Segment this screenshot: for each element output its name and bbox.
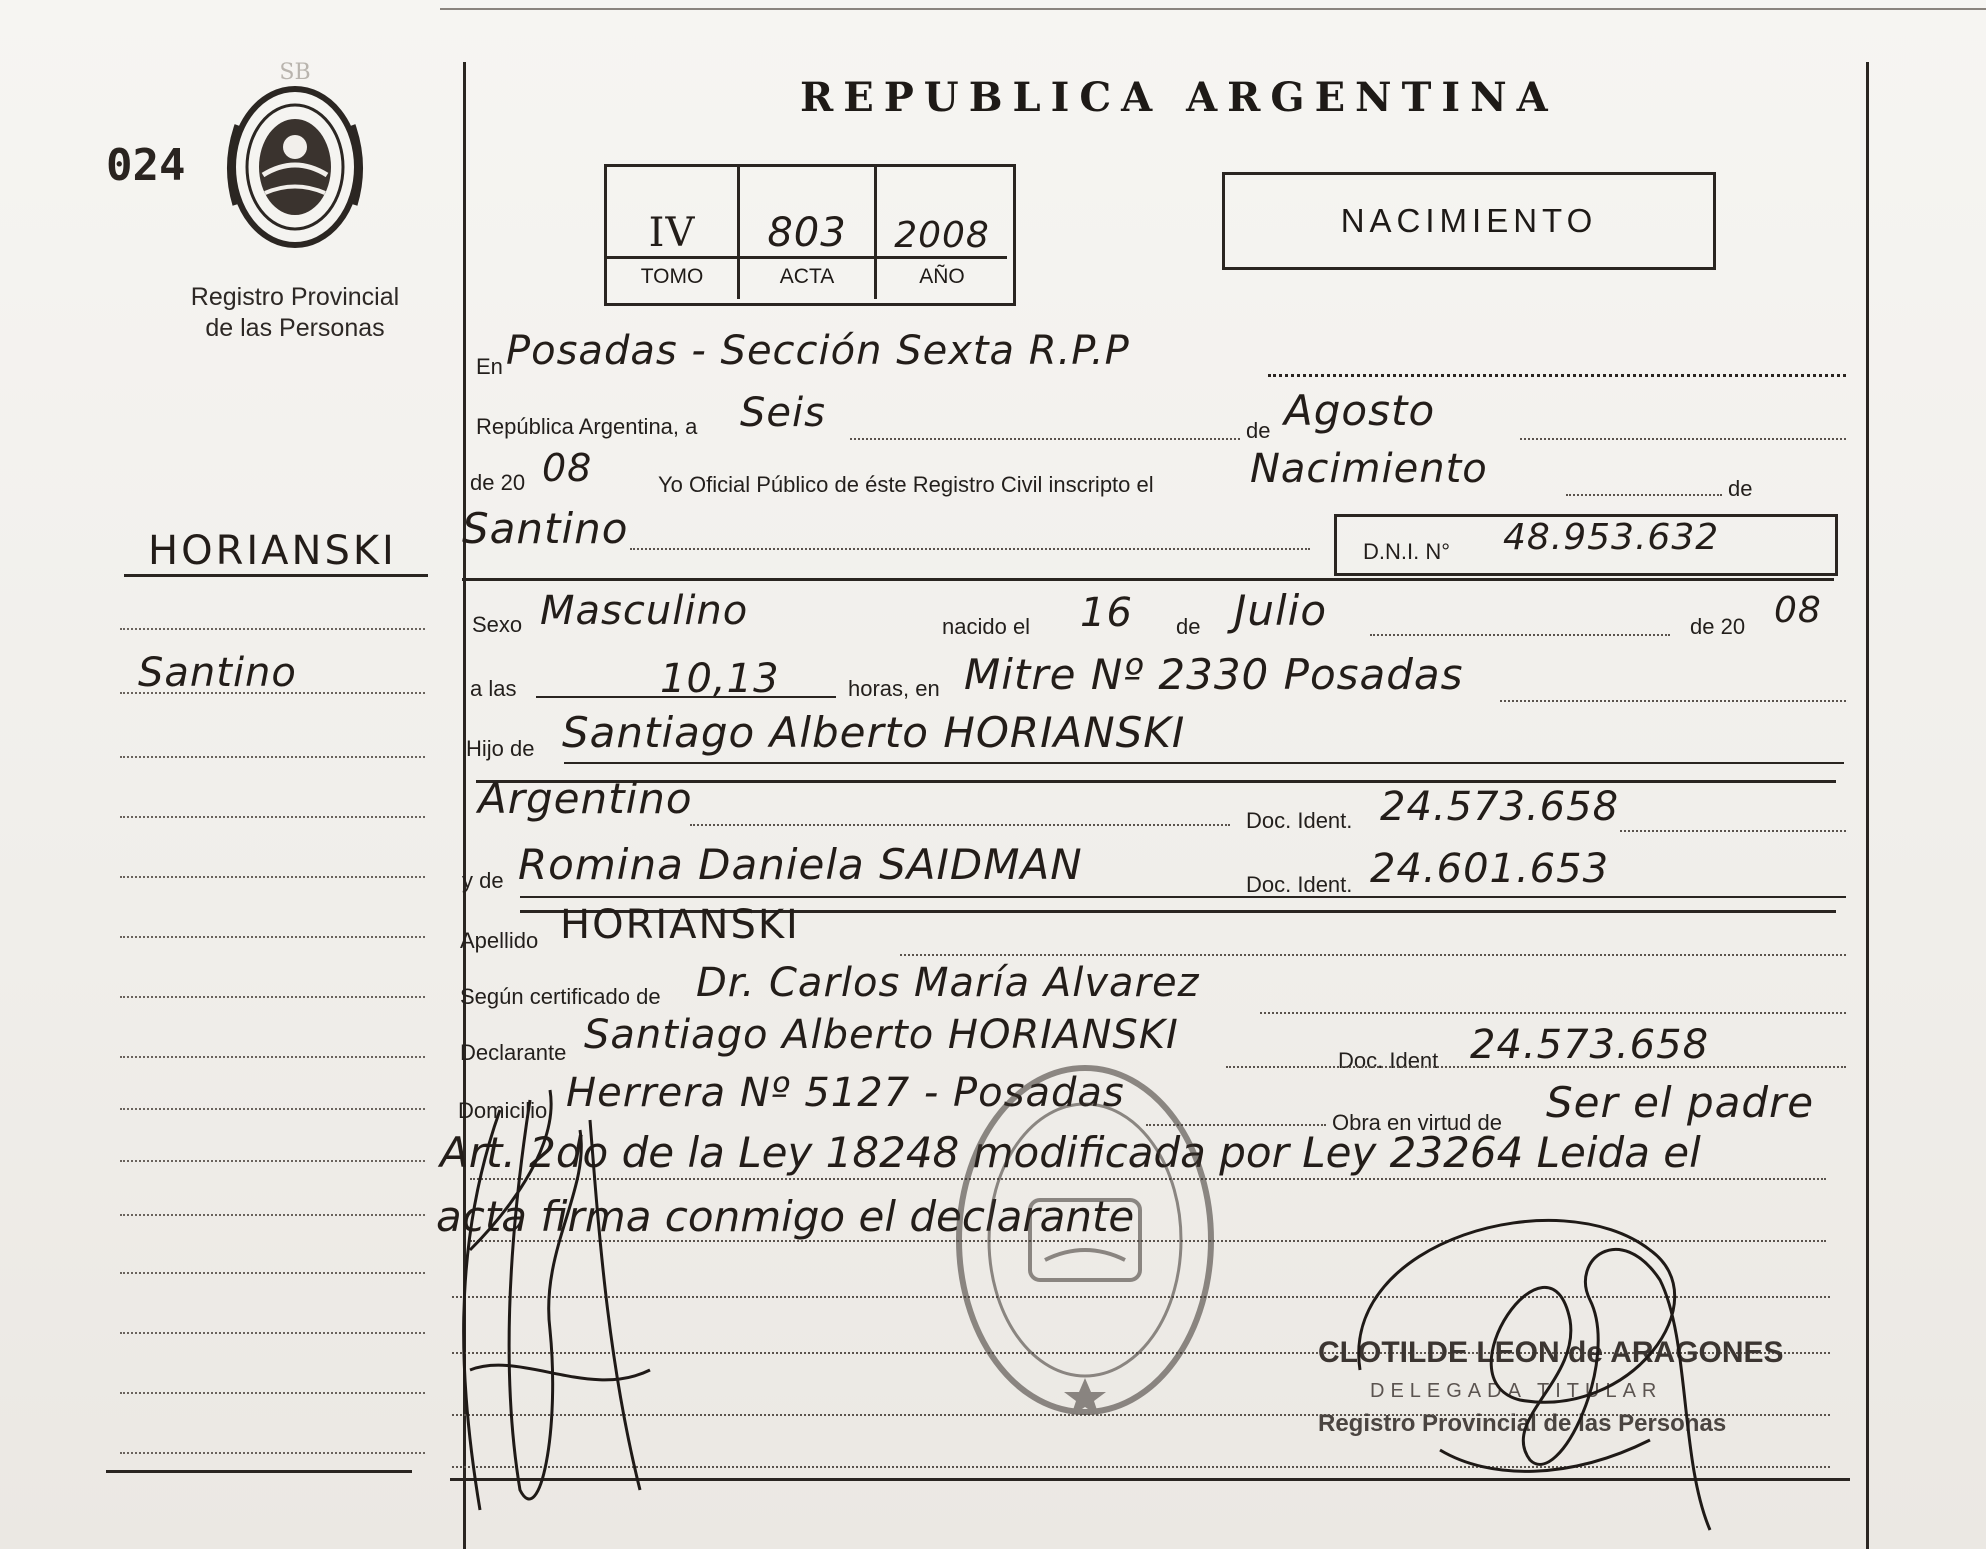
republic-label: República Argentina, a bbox=[476, 414, 698, 439]
right-border bbox=[1866, 62, 1869, 1549]
dni-label: D.N.I. N° bbox=[1363, 539, 1451, 564]
day-value: Seis bbox=[740, 390, 826, 436]
doc2-label: Doc. Ident. bbox=[1246, 872, 1353, 897]
year-value: 08 bbox=[542, 446, 593, 490]
stub-line bbox=[120, 1272, 425, 1274]
stub-bottom-rule bbox=[106, 1470, 412, 1473]
father-doc-value: 24.573.658 bbox=[1380, 784, 1620, 830]
provincial-seal-icon bbox=[215, 55, 375, 255]
obra-label: Obra en virtud de bbox=[1332, 1110, 1502, 1135]
registry-name-line2: de las Personas bbox=[205, 314, 385, 342]
dni-value: 48.953.632 bbox=[1503, 517, 1720, 558]
registry-name bbox=[160, 282, 430, 344]
tomo-value: IV bbox=[648, 210, 696, 256]
registry-name-line1: Registro Provincial bbox=[190, 283, 400, 311]
apellido-dots bbox=[900, 954, 1846, 956]
obra-value: Ser el padre bbox=[1546, 1078, 1815, 1127]
official-org: Registro Provincial de las Personas bbox=[1318, 1410, 1727, 1437]
child-name-dots bbox=[630, 548, 1310, 550]
tomo-label: TOMO bbox=[607, 259, 740, 299]
cert-value: Dr. Carlos María Alvarez bbox=[696, 960, 1200, 1006]
stub-surname-line bbox=[124, 574, 428, 577]
sexo-label: Sexo bbox=[472, 612, 523, 637]
stub-line bbox=[120, 1214, 425, 1216]
horas-label: horas, en bbox=[848, 676, 940, 701]
stub-line bbox=[120, 756, 425, 758]
declarant-signature-icon bbox=[440, 1070, 680, 1540]
de20-label: de 20 bbox=[1690, 614, 1746, 639]
sexo-value: Masculino bbox=[540, 588, 749, 634]
acta-label: ACTA bbox=[740, 259, 877, 299]
top-edge bbox=[440, 8, 1986, 10]
official-text: Yo Oficial Público de éste Registro Civil inscripto el bbox=[658, 472, 1154, 497]
act-dots bbox=[1566, 494, 1722, 496]
birth-time-value: 10,13 bbox=[660, 656, 780, 702]
stub-line bbox=[120, 1108, 425, 1110]
legal-line-1: Art. 2do de la Ley 18248 modificada por Ley 23264 Leida el bbox=[440, 1128, 1701, 1177]
record-number: 024 bbox=[106, 140, 186, 191]
mother-name-value: Romina Daniela SAIDMAN bbox=[518, 840, 1083, 889]
anio-value: 2008 bbox=[894, 215, 990, 256]
line-4-rule bbox=[462, 578, 1834, 581]
birth-month-value: Julio bbox=[1234, 586, 1328, 635]
doc1-label: Doc. Ident. bbox=[1246, 808, 1353, 833]
cert-dots bbox=[1260, 1012, 1846, 1014]
de2-label: de bbox=[1728, 476, 1753, 501]
de-label: de bbox=[1246, 418, 1271, 443]
nacido-label: nacido el bbox=[942, 614, 1031, 639]
official-title: DELEGADA TITULAR bbox=[1370, 1380, 1663, 1402]
declarante-value: Santiago Alberto HORIANSKI bbox=[584, 1012, 1179, 1058]
act-value: Nacimiento bbox=[1250, 446, 1488, 492]
place-value: Posadas - Sección Sexta R.P.P bbox=[506, 328, 1130, 374]
month-value: Agosto bbox=[1284, 386, 1436, 435]
father-name-value: Santiago Alberto HORIANSKI bbox=[562, 708, 1186, 757]
line-1-rule bbox=[1268, 374, 1846, 377]
anio-label: AÑO bbox=[919, 265, 965, 288]
birth-day-value: 16 bbox=[1080, 590, 1133, 636]
birth-month-dots bbox=[1370, 634, 1670, 636]
acta-value: 803 bbox=[767, 210, 847, 256]
stub-line bbox=[120, 1332, 425, 1334]
record-type-box bbox=[1222, 172, 1716, 270]
stub-line bbox=[120, 1392, 425, 1394]
apellido-label: Apellido bbox=[460, 928, 539, 953]
doc3-label: Doc. Ident bbox=[1338, 1048, 1439, 1073]
year-prefix-label: de 20 bbox=[470, 470, 526, 495]
mother-rule bbox=[520, 896, 1846, 898]
birth-year-value: 08 bbox=[1774, 590, 1822, 631]
official-name: CLOTILDE LEON de ARAGONES bbox=[1318, 1336, 1784, 1369]
child-name-value: Santino bbox=[462, 504, 629, 553]
father-doc-dots bbox=[1620, 830, 1846, 832]
domicilio-value: Herrera Nº 5127 - Posadas bbox=[566, 1070, 1125, 1116]
stub-line bbox=[120, 628, 425, 630]
cert-label: Según certificado de bbox=[460, 984, 661, 1009]
svg-text:SB: SB bbox=[279, 60, 311, 85]
dni-box bbox=[1334, 514, 1838, 576]
day-dots bbox=[850, 438, 1240, 440]
yde-label: y de bbox=[462, 868, 504, 893]
birth-place-value: Mitre Nº 2330 Posadas bbox=[964, 650, 1464, 699]
stub-line bbox=[120, 1056, 425, 1058]
declarante-label: Declarante bbox=[460, 1040, 567, 1065]
stub-line bbox=[120, 816, 425, 818]
stub-line bbox=[120, 936, 425, 938]
stub-line bbox=[120, 876, 425, 878]
apellido-value: HORIANSKI bbox=[560, 902, 800, 948]
father-name-rule bbox=[564, 762, 1844, 764]
stub-line bbox=[120, 996, 425, 998]
record-id-table bbox=[604, 164, 1016, 306]
de3-label: de bbox=[1176, 614, 1201, 639]
official-signature-icon bbox=[1320, 1160, 1740, 1540]
alas-label: a las bbox=[470, 676, 517, 701]
father-nationality-value: Argentino bbox=[478, 774, 693, 823]
declarante-dots bbox=[1226, 1066, 1846, 1068]
stub-given-name: Santino bbox=[138, 650, 297, 696]
declarante-doc-value: 24.573.658 bbox=[1470, 1022, 1710, 1068]
stub-line bbox=[120, 692, 425, 694]
delegation-stamp-icon bbox=[950, 1060, 1220, 1430]
domicilio-label: Domicilio bbox=[458, 1098, 548, 1123]
mother-doc-value: 24.601.653 bbox=[1370, 846, 1610, 892]
legal-line-2: acta firma conmigo el declarante bbox=[436, 1192, 1135, 1241]
stub-line bbox=[120, 1452, 425, 1454]
stub-surname: HORIANSKI bbox=[148, 528, 397, 574]
country-title: REPUBLICA ARGENTINA bbox=[800, 74, 1558, 121]
month-dots bbox=[1520, 438, 1846, 440]
hijo-label: Hijo de bbox=[466, 736, 535, 761]
record-type: NACIMIENTO bbox=[1340, 202, 1598, 239]
stub-line bbox=[120, 1160, 425, 1162]
nationality-dots bbox=[690, 824, 1230, 826]
birth-place-dots bbox=[1500, 700, 1846, 702]
en-label: En bbox=[476, 354, 503, 379]
